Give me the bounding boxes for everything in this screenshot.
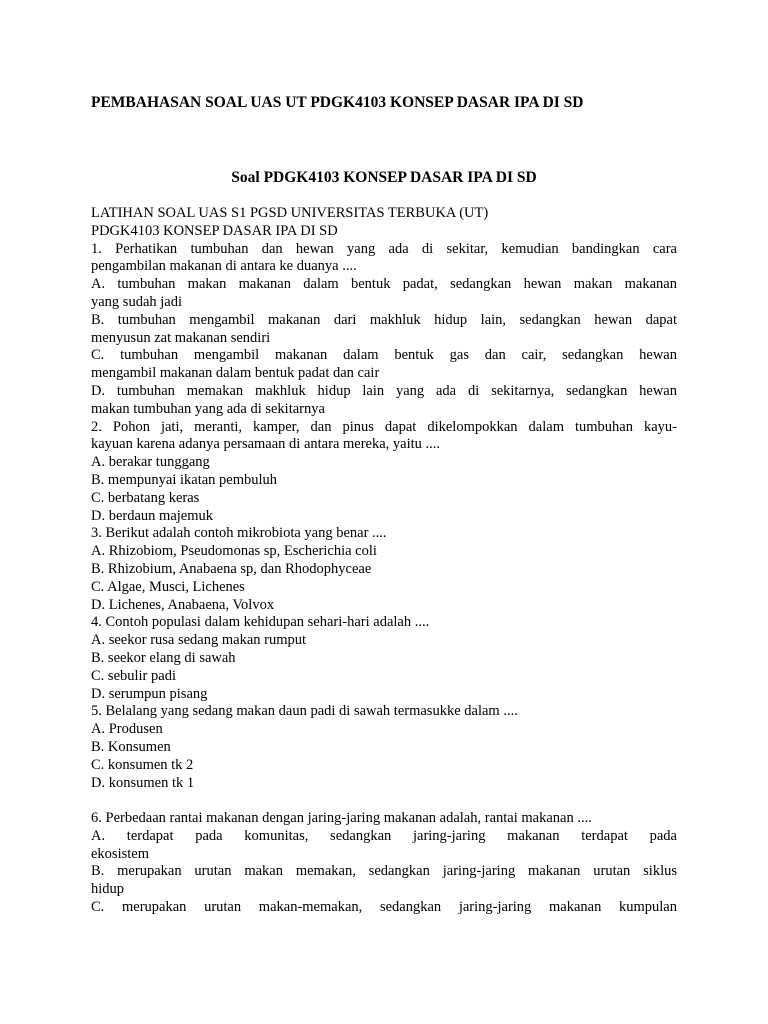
text-line: A. tumbuhan makan makanan dalam bentuk padat, sedangkan hewan makan makanan xyxy=(91,276,677,293)
document-subtitle: Soal PDGK4103 KONSEP DASAR IPA DI SD xyxy=(231,169,537,186)
text-line: 6. Perbedaan rantai makanan dengan jaring-jaring makanan adalah, rantai makanan .... xyxy=(91,810,592,827)
text-line: ekosistem xyxy=(91,845,149,862)
document-title: PEMBAHASAN SOAL UAS UT PDGK4103 KONSEP DASAR IPA DI SD xyxy=(91,94,584,111)
text-line: D. berdaun majemuk xyxy=(91,507,214,524)
text-line: A. Produsen xyxy=(91,721,163,738)
text-line: B. mempunyai ikatan pembuluh xyxy=(91,471,278,488)
text-line: pengambilan makanan di antara ke duanya .... xyxy=(91,258,357,275)
text-line: LATIHAN SOAL UAS S1 PGSD UNIVERSITAS TERBUKA (UT) xyxy=(91,205,489,221)
text-line: A. terdapat pada komunitas, sedangkan jaring-jaring makanan terdapat pada xyxy=(91,827,677,844)
text-line: menyusun zat makanan sendiri xyxy=(91,329,271,346)
text-line: A. berakar tunggang xyxy=(91,454,210,471)
document-body xyxy=(91,205,677,917)
text-line: 2. Pohon jati, meranti, kamper, dan pinus dapat dikelompokkan dalam tumbuhan kayu- xyxy=(91,418,677,435)
text-line: C. konsumen tk 2 xyxy=(91,756,194,773)
blank-line xyxy=(91,792,677,810)
text-line: C. merupakan urutan makan-memakan, sedangkan jaring-jaring makanan kumpulan xyxy=(91,899,677,916)
text-line: D. serumpun pisang xyxy=(91,685,208,702)
text-line: C. Algae, Musci, Lichenes xyxy=(91,578,245,595)
text-line: PDGK4103 KONSEP DASAR IPA DI SD xyxy=(91,222,338,239)
text-line: B. tumbuhan mengambil makanan dari makhluk hidup lain, sedangkan hewan dapat xyxy=(91,311,677,328)
text-line: 4. Contoh populasi dalam kehidupan sehari-hari adalah .... xyxy=(91,614,430,631)
text-line: yang sudah jadi xyxy=(91,293,183,310)
text-line: hidup xyxy=(91,881,125,898)
text-line: D. Lichenes, Anabaena, Volvox xyxy=(91,596,275,613)
text-line: 1. Perhatikan tumbuhan dan hewan yang ada di sekitar, kemudian bandingkan cara xyxy=(91,240,677,257)
text-line: A. seekor rusa sedang makan rumput xyxy=(91,632,307,649)
text-line: D. konsumen tk 1 xyxy=(91,774,195,791)
text-line: 3. Berikut adalah contoh mikrobiota yang benar .... xyxy=(91,525,387,542)
text-line: kayuan karena adanya persamaan di antara mereka, yaitu .... xyxy=(91,436,441,453)
text-line: B. merupakan urutan makan memakan, sedangkan jaring-jaring makanan urutan siklus xyxy=(91,863,677,880)
text-line: B. Rhizobium, Anabaena sp, dan Rhodophyceae xyxy=(91,560,372,577)
text-line: A. Rhizobiom, Pseudomonas sp, Escherichia coli xyxy=(91,543,377,560)
text-line: C. tumbuhan mengambil makanan dalam bentuk gas dan cair, sedangkan hewan xyxy=(91,347,677,364)
text-line: D. tumbuhan memakan makhluk hidup lain yang ada di sekitarnya, sedangkan hewan xyxy=(91,382,677,399)
text-line: 5. Belalang yang sedang makan daun padi di sawah termasukke dalam .... xyxy=(91,703,518,720)
text-line: C. sebulir padi xyxy=(91,667,176,684)
text-line: mengambil makanan dalam bentuk padat dan cair xyxy=(91,365,380,382)
text-line: B. Konsumen xyxy=(91,738,171,755)
text-line: makan tumbuhan yang ada di sekitarnya xyxy=(91,400,325,417)
text-line: B. seekor elang di sawah xyxy=(91,649,236,666)
text-line: C. berbatang keras xyxy=(91,489,200,506)
